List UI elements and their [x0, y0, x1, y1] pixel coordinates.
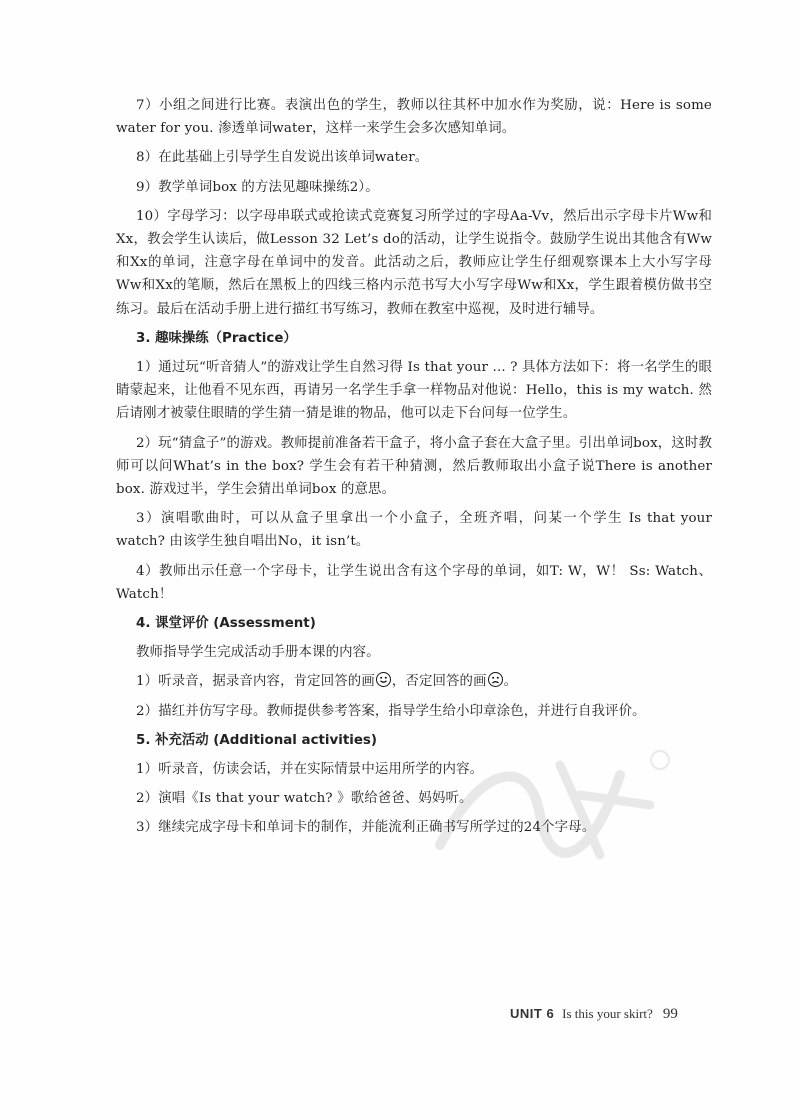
assessment-2-paragraph: 2）描红并仿写字母。教师提供参考答案，指导学生给小印章涂色，并进行自我评价。 [136, 703, 646, 719]
additional-3-paragraph: 3）继续完成字母卡和单词卡的制作，并能流利正确书写所学过的24个字母。 [136, 820, 596, 836]
step-8-paragraph: 8）在此基础上引导学生自发说出该单词water。 [136, 150, 429, 166]
section-additional-heading: 5. 补充活动 (Additional activities) [136, 732, 377, 748]
smiley-face-icon [376, 672, 391, 687]
additional-1-paragraph: 1）听录音，仿读会话，并在实际情景中运用所学的内容。 [136, 762, 484, 778]
main-text [116, 94, 712, 846]
section-practice-heading: 3. 趣味操练（Practice） [136, 330, 297, 346]
assessment-1-text-a: 1）听录音，据录音内容，肯定回答的画 [136, 674, 375, 690]
assessment-1-text-c: 。 [503, 674, 518, 690]
practice-1-paragraph: 1）通过玩“听音猜人”的游戏让学生自然习得 Is that your ... ? 具体方法如下：将一名学生的眼睛蒙起来，让他看不见东西，再请另一名学生手拿一样物品对他说：Hello，this is my watch. 然后请刚才被蒙住眼睛的学生猜一猜是谁的物品，他可以走下台问每一位学生。 [116, 360, 712, 422]
sad-face-icon [488, 672, 503, 687]
step-7-paragraph: 7）小组之间进行比赛。表演出色的学生，教师以往其杯中加水作为奖励，说：Here is some water for you. 渗透单词water，这样一来学生会多次感知单词。 [116, 98, 712, 137]
step-10-paragraph: 10）字母学习：以字母串联式或抢读式竞赛复习所学过的字母Aa-Vv，然后出示字母卡片Ww和Xx，教会学生认读后，做Lesson 32 Let’s do的活动，让学生说指令。鼓励学生说出其他含有Ww和Xx的单词，注意字母在单词中的发音。此活动之后，教师应让学生仔细观察课本上大小写字母Ww和Xx的笔顺，然后在黑板上的四线三格内示范书写大小写字母Ww和Xx，学生跟着模仿做书空练习。最后在活动手册上进行描红书写练习，教师在教室中巡视，及时进行辅导。 [116, 208, 712, 317]
additional-2-paragraph: 2）演唱《Is that your watch? 》歌给爸爸、妈妈听。 [136, 791, 473, 807]
assessment-intro-paragraph: 教师指导学生完成活动手册本课的内容。 [136, 645, 380, 661]
practice-2-paragraph: 2）玩“猜盒子”的游戏。教师提前准备若干盒子，将小盒子套在大盒子里。引出单词box，这时教师可以问What’s in the box? 学生会有若干种猜测，然后教师取出小盒子说There is another box. 游戏过半，学生会猜出单词box 的意思。 [116, 435, 712, 498]
footer-unit-title: Is this your skirt? [562, 1006, 653, 1021]
page-footer [510, 1005, 730, 1035]
practice-3-paragraph: 3）演唱歌曲时，可以从盒子里拿出一个小盒子，全班齐唱，问某一个学生 Is that your watch? 由该学生独自唱出No，it isn’t。 [116, 511, 712, 550]
practice-4-paragraph: 4）教师出示任意一个字母卡，让学生说出含有这个字母的单词，如T: W，W！ Ss: Watch、Watch！ [116, 563, 712, 602]
step-9-paragraph: 9）教学单词box 的方法见趣味操练2）。 [136, 179, 379, 195]
section-assessment-heading: 4. 课堂评价 (Assessment) [136, 616, 316, 632]
assessment-1-paragraph [116, 670, 712, 693]
page-number: 99 [662, 1006, 678, 1022]
assessment-1-text-b: ，否定回答的画 [391, 674, 487, 690]
footer-unit-label: UNIT 6 [510, 1006, 555, 1021]
